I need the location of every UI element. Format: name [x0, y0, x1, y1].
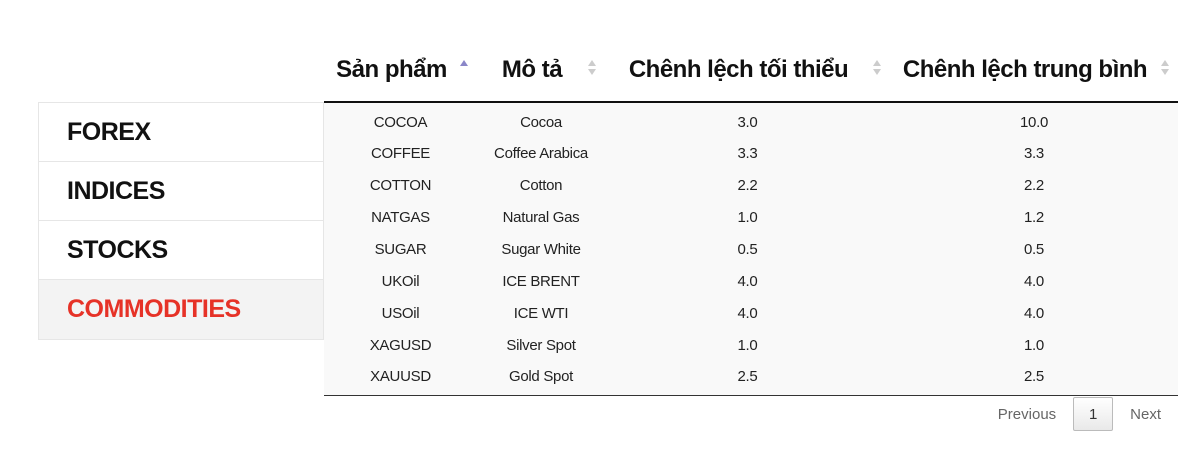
cell-product: NATGAS [371, 208, 430, 226]
column-header-label: Chênh lệch trung bình [902, 55, 1148, 83]
cell-description: Cotton [519, 176, 563, 194]
cell-avg-spread: 1.2 [1024, 208, 1044, 226]
cell-avg-spread: 2.2 [1024, 176, 1044, 194]
column-header-product[interactable] [324, 38, 477, 102]
sort-ascending-icon [459, 60, 469, 78]
cell-avg-spread: 3.3 [1024, 144, 1044, 162]
cell-min-spread: 2.5 [605, 361, 890, 395]
column-header-description[interactable] [477, 38, 605, 102]
cell-min-spread: 3.0 [737, 113, 758, 131]
column-header-label: Chênh lệch tối thiểu [628, 55, 849, 83]
column-header-min-spread[interactable] [605, 38, 890, 102]
cell-product: SUGAR [374, 240, 427, 258]
current-page-button[interactable]: 1 [1073, 397, 1113, 431]
cell-min-spread: 2.2 [737, 176, 758, 194]
table-row [324, 233, 1178, 265]
table-row [324, 102, 1178, 137]
cell-avg-spread: 2.5 [890, 361, 1178, 395]
table-row [324, 265, 1178, 297]
cell-min-spread: 1.0 [737, 208, 758, 226]
sidebar-item-indices[interactable]: INDICES [39, 162, 323, 221]
cell-min-spread: 4.0 [737, 272, 758, 290]
cell-product: UKOil [381, 272, 420, 290]
cell-min-spread: 3.3 [737, 144, 758, 162]
table-row [324, 137, 1178, 169]
cell-product: XAUUSD [324, 361, 477, 395]
cell-description: Gold Spot [477, 361, 605, 395]
cell-avg-spread: 0.5 [1024, 240, 1044, 258]
table-body [324, 102, 1178, 395]
cell-description: Cocoa [520, 113, 562, 131]
next-page-button[interactable]: Next [1130, 405, 1161, 423]
cell-description: ICE BRENT [502, 272, 580, 290]
sidebar-item-stocks[interactable]: STOCKS [39, 221, 323, 280]
cell-description: ICE WTI [513, 304, 569, 322]
cell-product: COCOA [373, 113, 428, 131]
table-row [324, 361, 1178, 395]
cell-min-spread: 0.5 [737, 240, 758, 258]
table-row [324, 297, 1178, 329]
cell-product: USOil [381, 304, 420, 322]
cell-min-spread: 4.0 [737, 304, 758, 322]
table-header-row [324, 38, 1178, 102]
spread-table [324, 38, 1178, 396]
cell-description: Silver Spot [506, 336, 576, 354]
column-header-avg-spread[interactable] [890, 38, 1178, 102]
table-row [324, 201, 1178, 233]
sort-icon [872, 60, 882, 78]
cell-avg-spread: 4.0 [1024, 272, 1044, 290]
cell-avg-spread: 4.0 [1024, 304, 1044, 322]
cell-description: Natural Gas [502, 208, 580, 226]
table-row [324, 169, 1178, 201]
cell-avg-spread: 10.0 [1020, 113, 1048, 131]
sidebar-item-forex[interactable]: FOREX [39, 103, 323, 162]
cell-avg-spread: 1.0 [1024, 336, 1044, 354]
previous-page-button[interactable]: Previous [997, 405, 1057, 423]
pagination [981, 397, 1178, 431]
column-header-label: Mô tả [501, 55, 563, 83]
cell-product: XAGUSD [369, 336, 432, 354]
spread-table-container [324, 38, 1178, 396]
sort-icon [1160, 60, 1170, 78]
category-sidebar [38, 102, 324, 340]
cell-description: Coffee Arabica [494, 144, 588, 162]
cell-min-spread: 1.0 [737, 336, 758, 354]
sidebar-item-commodities[interactable]: COMMODITIES [39, 280, 323, 339]
sort-icon [587, 60, 597, 78]
cell-product: COTTON [369, 176, 432, 194]
cell-description: Sugar White [501, 240, 581, 258]
cell-product: COFFEE [370, 144, 431, 162]
table-row [324, 329, 1178, 361]
column-header-label: Sản phẩm [336, 55, 447, 83]
